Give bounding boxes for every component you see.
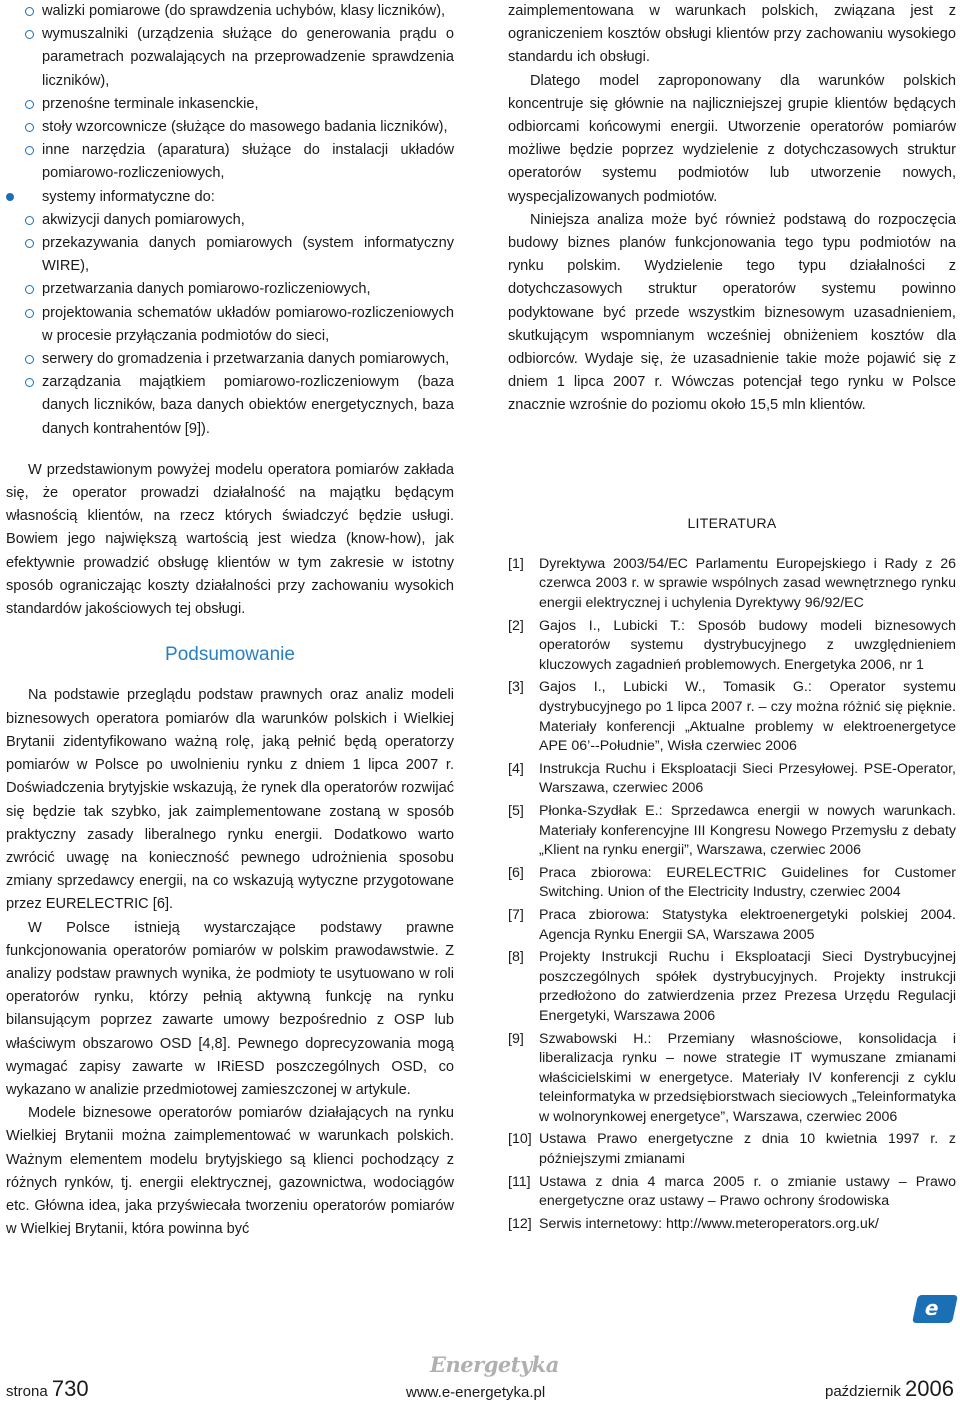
list-item-text: zarządzania majątkiem pomiarowo-rozliczeniowym (baza danych liczników, baza danych obiektów energetycznych, baza danych kontrahentów [9]). — [42, 374, 454, 437]
hollow-bullet-icon — [25, 123, 34, 132]
list-item — [6, 371, 454, 441]
list-item-text: systemy informatyczne do: — [42, 188, 215, 205]
reference-item — [508, 678, 956, 756]
paragraph: Dlatego model zaproponowany dla warunków polskich koncentruje się głównie na najliczniejszej grupie klientów będących odbiorcami końcowymi energii. Utworzenie operatorów pomiarów możliwe będzie poprzez wydzielenie z dotychczasowych struktur operatorów systemu podmiotów lub utworzenie nowych, wyspecjalizowanych podmiotów. — [508, 72, 956, 205]
paragraph: zaimplementowana w warunkach polskich, związana jest z ograniczeniem kosztów obsługi klientów przy zachowaniu wysokiego standardu ich obsługi. — [508, 3, 956, 66]
reference-item — [508, 1173, 956, 1212]
reference-text: Ustawa Prawo energetyczne z dnia 10 kwietnia 1997 r. z późniejszymi zmianami — [539, 1131, 956, 1168]
reference-number: [2] — [508, 617, 524, 634]
list-item-text: przetwarzania danych pomiarowo-rozliczeniowych, — [42, 281, 371, 298]
reference-text: Ustawa z dnia 4 marca 2005 r. o zmianie ustawy – Prawo energetyczne oraz ustawy – Prawo ochrony środowiska — [539, 1173, 956, 1210]
hollow-bullet-icon — [25, 355, 34, 364]
hollow-bullet-icon — [25, 378, 34, 387]
reference-number: [8] — [508, 949, 524, 966]
reference-text: Serwis internetowy: http://www.meteroperators.org.uk/ — [539, 1215, 879, 1232]
reference-number: [5] — [508, 802, 524, 819]
reference-item — [508, 1130, 956, 1169]
reference-text: Gajos I., Lubicki T.: Sposób budowy modeli biznesowych operatorów systemu dystrybucyjnego z uwzględnieniem kluczowych zagadnień problemowych. Energetyka 2006, nr 1 — [539, 617, 956, 673]
reference-number: [12] — [508, 1215, 532, 1232]
reference-number: [1] — [508, 555, 524, 572]
reference-text: Gajos I., Lubicki W., Tomasik G.: Operator systemu dystrybucyjnego po 1 lipca 2007 r. – czy można różnić się pięknie. Materiały konferencji „Aktualne problemy w elektroenergetyce APE 06’--Południe”, Wisła czerwiec 2006 — [539, 679, 956, 755]
paragraph: Na podstawie przeglądu podstaw prawnych oraz analiz modeli biznesowych operatora pomiarów dla warunków polskich i Wielkiej Brytanii zidentyfikowano ważną rolę, jaką pełnić będą operatorzy pomiarów w Polsce po uwolnieniu rynku z dniem 1 lipca 2007 r. Doświadczenia brytyjskie wskazują, że rynek dla operatorów rozwijać się będzie tak szybko, jak zaimplementowane zostaną w sposób praktyczny zasady liberalnego rynku energii. Dodatkowo warto zwrócić uwagę na konieczność pewnego udrożnienia sposobu zmiany sprzedawcy energii, na co wskazują wytyczne przygotowane przez EURELECTRIC [6]. — [6, 687, 454, 913]
list-item-text: stoły wzorcownicze (służące do masowego badania liczników), — [42, 119, 448, 136]
hollow-bullet-icon — [25, 146, 34, 155]
reference-text: Praca zbiorowa: Statystyka elektroenergetyki polskiej 2004. Agencja Rynku Energii SA, Warszawa 2005 — [539, 906, 956, 943]
paragraph: Niniejsza analiza może być również podstawą do rozpoczęcia budowy biznes planów funkcjonowania tego typu podmiotów na rynku polskim. Wydzielenie tego typu działalności z dotychczasowych struktur operatorów systemu powinno podyktowane być przede wszystkim biznesowym uzasadnieniem, skutkującym wspomnianym wcześniej obniżeniem kosztów dla odbiorców. Wydaje się, że uzasadnienie takie może pojawić się z dniem 1 lipca 2007 r. Wówczas potencjał tego rynku w Polsce znacznie wzrośnie do poziomu około 15,5 mln klientów. — [508, 211, 956, 414]
paragraph: Modele biznesowe operatorów pomiarów działających na rynku Wielkiej Brytanii można zaimplementować w warunkach polskich. Ważnym elementem modelu brytyjskiego są klienci pochodzący z różnych rynków, tj. energii elektrycznej, gazownictwa, wodociągów etc. Główna idea, jaka przyświecała tworzeniu operatorów pomiarów w Wielkiej Brytanii, która powinna być — [6, 1105, 454, 1238]
reference-text: Projekty Instrukcji Ruchu i Eksploatacji Sieci Dystrybucyjnej poszczególnych spółek dystrybucyjnych. Projekty instrukcji przedłożono do zatwierdzenia przez Prezesa Urzędu Regulacji Energetyki, Warszawa 2006 — [539, 949, 956, 1024]
list-item-text: akwizycji danych pomiarowych, — [42, 211, 245, 228]
paragraph: W przedstawionym powyżej modelu operatora pomiarów zakłada się, że operator prowadzi działalność na majątku będącym własnością klientów, na rzecz których świadczyć będzie usługi. Bowiem jego największą wartością jest wiedza (know-how), jak efektywnie prowadzić obsługę klientów w tym zakresie w istotny sposób ograniczając koszty działalności przy zachowaniu wysokich standardów jakościowych tej obsługi. — [6, 461, 454, 618]
list-item — [6, 139, 454, 185]
hollow-bullet-icon — [25, 309, 34, 318]
reference-number: [11] — [508, 1173, 531, 1190]
hollow-bullet-icon — [25, 239, 34, 248]
e-logo-icon: e — [912, 1295, 958, 1323]
bullet-list — [6, 0, 454, 441]
reference-number: [4] — [508, 760, 524, 777]
list-item — [6, 278, 454, 301]
reference-number: [9] — [508, 1030, 524, 1047]
list-item — [6, 209, 454, 232]
reference-item — [508, 906, 956, 945]
list-item — [6, 0, 454, 23]
left-column — [6, 0, 454, 1241]
list-item-text: wymuszalniki (urządzenia służące do generowania prądu o parametrach pozwalających na przeprowadzenie sprawdzenia liczników), — [42, 26, 454, 89]
issue-date: październik 2006 — [825, 1376, 954, 1401]
reference-item — [508, 802, 956, 861]
list-item — [6, 348, 454, 371]
reference-item — [508, 555, 956, 614]
list-item-text: projektowania schematów układów pomiarowo-rozliczeniowych w procesie przyłączania podmiotów do sieci, — [42, 304, 454, 344]
list-item-text: przenośne terminale inkasenckie, — [42, 95, 259, 112]
reference-number: [3] — [508, 679, 524, 696]
list-item-text: przekazywania danych pomiarowych (system informatyczny WIRE), — [42, 235, 454, 275]
list-item — [6, 232, 454, 278]
reference-item — [508, 617, 956, 676]
list-item — [6, 116, 454, 139]
reference-item — [508, 948, 956, 1026]
hollow-bullet-icon — [25, 100, 34, 109]
list-item — [6, 302, 454, 348]
reference-item — [508, 864, 956, 903]
reference-item — [508, 760, 956, 799]
reference-text: Praca zbiorowa: EURELECTRIC Guidelines for Customer Switching. Union of the Electricity Industry, czerwiec 2004 — [539, 864, 956, 901]
list-item — [6, 93, 454, 116]
list-item — [6, 23, 454, 93]
right-column — [508, 0, 956, 1237]
hollow-bullet-icon — [25, 216, 34, 225]
hollow-bullet-icon — [25, 285, 34, 294]
reference-text: Dyrektywa 2003/54/EC Parlamentu Europejskiego i Rady z 26 czerwca 2003 r. w sprawie wspólnych zasad wewnętrznego rynku energii elektrycznej i uchylenia Dyrektywy 96/92/EC — [539, 555, 956, 612]
reference-item — [508, 1215, 956, 1235]
section-title: Podsumowanie — [165, 644, 295, 666]
list-item — [6, 186, 454, 209]
reference-number: [6] — [508, 864, 524, 881]
page-number: strona 730 — [6, 1376, 89, 1401]
reference-item — [508, 1030, 956, 1128]
page-footer — [0, 1376, 960, 1407]
list-item-text: inne narzędzia (aparatura) służące do instalacji układów pomiarowo-rozliczeniowych, — [42, 142, 454, 182]
reference-text: Instrukcja Ruchu i Eksploatacji Sieci Przesyłowej. PSE-Operator, Warszawa, czerwiec 2006 — [539, 760, 956, 797]
references-list — [508, 555, 956, 1235]
paragraph: W Polsce istnieją wystarczające podstawy prawne funkcjonowania operatorów pomiarów w polskim prawodawstwie. Z analizy podstaw prawnych wynika, że podmioty te usytuowano w roli operatorów rynku, którzy pełnią aktywną funkcję na rynku bilansującym poprzez zawarte umowy bezpośrednio z OSP lub właściwym obszarowo OSD [4,8]. Pewnego doprecyzowania mogą wymagać zapisy zawarte w IRiESD poszczególnych OSD, co wykazano w analizie przedmiotowej zamieszczonej w artykule. — [6, 919, 454, 1098]
reference-number: [10] — [508, 1131, 532, 1148]
filled-bullet-icon — [6, 193, 14, 201]
reference-text: Płonka-Szydłak E.: Sprzedawca energii w nowych warunkach. Materiały konferencyjne III Kongresu Nowego Przemysłu z debaty „Klient na rynku energii”, Warszawa, czerwiec 2006 — [539, 802, 956, 859]
website-link[interactable]: www.e-energetyka.pl — [406, 1384, 546, 1401]
references-title: LITERATURA — [687, 514, 777, 531]
hollow-bullet-icon — [25, 30, 34, 39]
list-item-text: walizki pomiarowe (do sprawdzenia uchybów, klasy liczników), — [42, 3, 446, 19]
watermark-logo: Energetyka — [430, 1352, 559, 1377]
hollow-bullet-icon — [25, 7, 34, 16]
reference-text: Szwabowski H.: Przemiany własnościowe, konsolidacja i liberalizacja rynku – nowe strategie IT wymuszane zmianami właścicielskimi w energetyce. Materiały IV konferencji z cyklu teleinformatyka w przedsiębiorstwach sieciowych „Teleinformatyka w wolnorynkowej energetyce”, Warszawa, czerwiec 2006 — [539, 1030, 956, 1125]
reference-number: [7] — [508, 906, 524, 923]
list-item-text: serwery do gromadzenia i przetwarzania danych pomiarowych, — [42, 351, 450, 368]
